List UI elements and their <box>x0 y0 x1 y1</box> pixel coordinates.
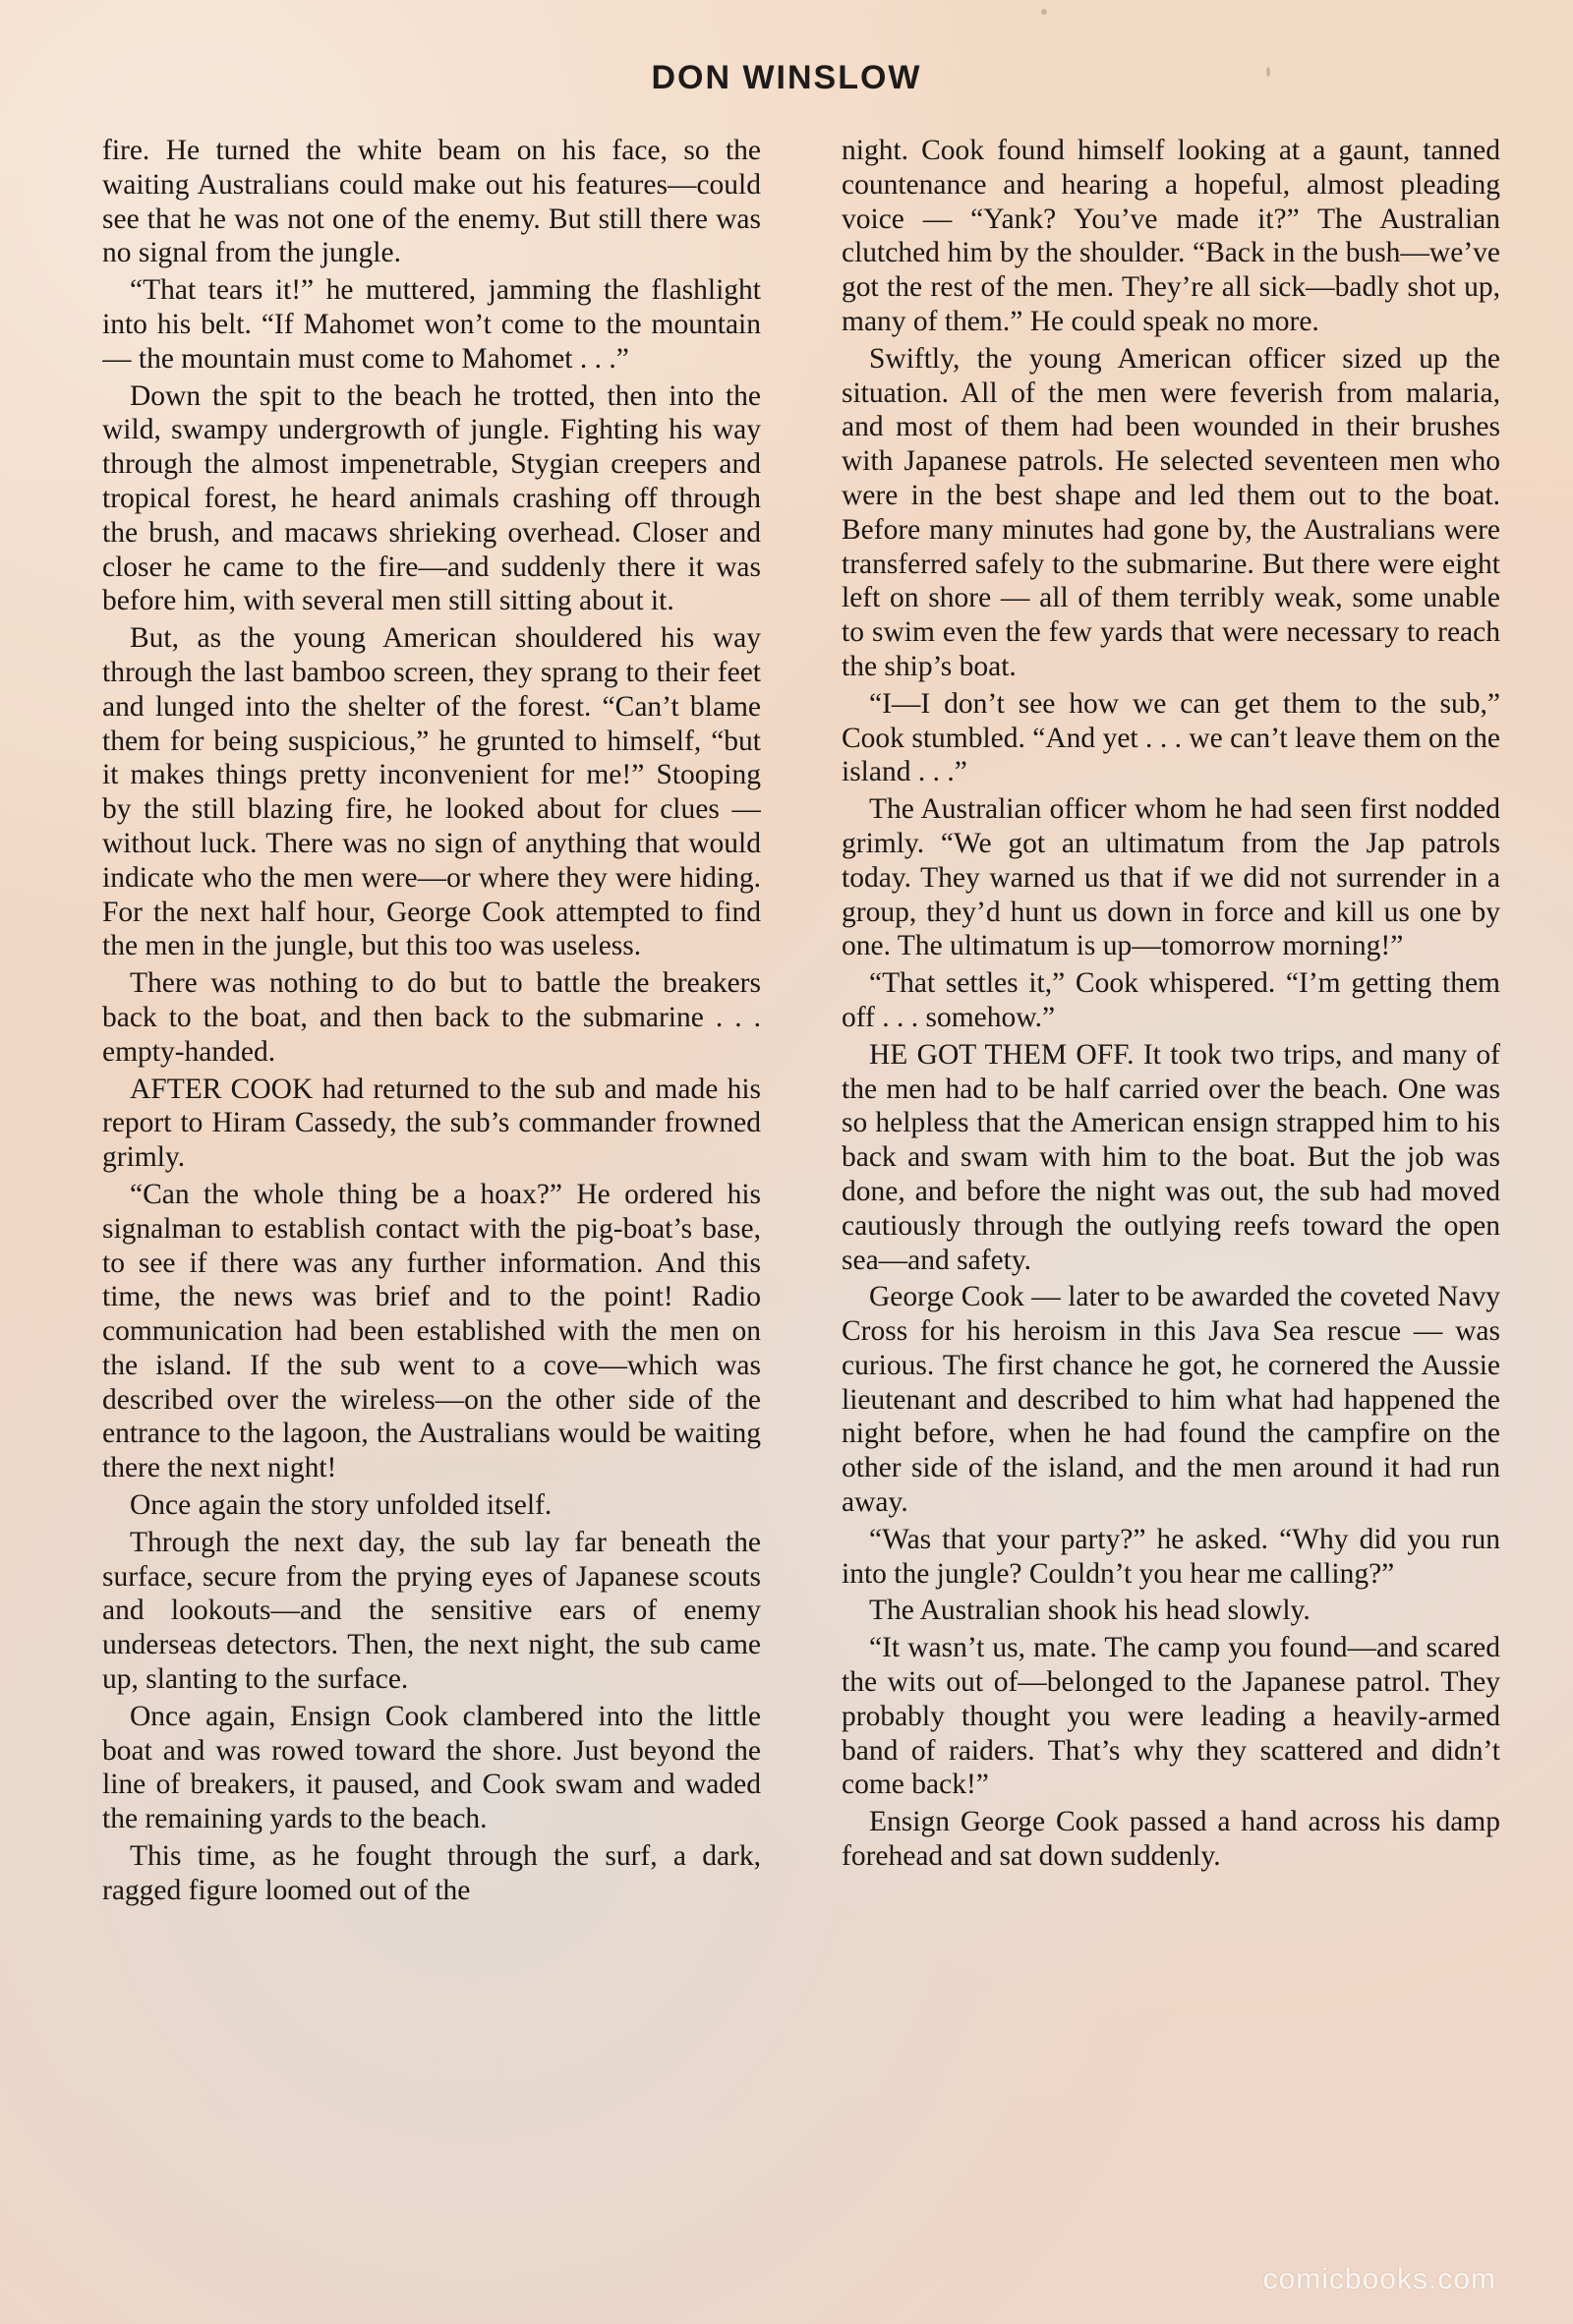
right-paragraph-7: George Cook — later to be awarded the coveted Navy Cross for his heroism in this Java Sea rescue — was curious. The first chance he got, he cornered the Aussie lieutenant and described to him what had happened the night before, when he had found the campfire on the other side of the island, and the men around it had run away. <box>842 1281 1500 1519</box>
right-text-column <box>842 134 1500 2247</box>
right-paragraph-2: Swiftly, the young American officer sized up the situation. All of the men were feverish from malaria, and most of them had been wounded in their brushes with Japanese patrols. He selected seventeen men who were in the best shape and led them out to the boat. Before many minutes had gone by, the Australians were transferred safely to the submarine. But there were eight left on shore — all of them terribly weak, some unable to swim even the few yards that were necessary to reach the ship’s boat. <box>842 342 1500 682</box>
right-paragraph-3: “I—I don’t see how we can get them to the sub,” Cook stumbled. “And yet . . . we can’t leave them on the island . . .” <box>842 687 1500 788</box>
left-paragraph-9: Through the next day, the sub lay far beneath the surface, secure from the prying eyes of Japanese scouts and lookouts—and the sensitive ears of enemy underseas detectors. Then, the next night, the sub came up, slanting to the surface. <box>102 1526 761 1696</box>
left-paragraph-6: AFTER COOK had returned to the sub and made his report to Hiram Cassedy, the sub’s commander frowned grimly. <box>102 1073 761 1174</box>
left-paragraph-3: Down the spit to the beach he trotted, then into the wild, swampy undergrowth of jungle. Fighting his way through the almost impenetrable, Stygian creepers and tropical forest, he heard animals crashing off through the brush, and macaws shrieking overhead. Closer and closer he came to the fire—and suddenly there it was before him, with several men still sitting about it. <box>102 379 761 617</box>
print-speck <box>1041 9 1047 15</box>
left-paragraph-1: fire. He turned the white beam on his face, so the waiting Australians could make out his features—could see that he was not one of the enemy. But still there was no signal from the jungle. <box>102 135 761 269</box>
right-paragraph-9: The Australian shook his head slowly. <box>869 1595 1311 1627</box>
left-paragraph-10: Once again, Ensign Cook clambered into the little boat and was rowed toward the shore. Just beyond the line of breakers, it paused, and Cook swam and waded the remaining yards to the beach. <box>102 1700 761 1835</box>
site-watermark: comicbooks.com <box>1262 2263 1496 2295</box>
right-paragraph-6: HE GOT THEM OFF. It took two trips, and many of the men had to be half carried over the beach. One was so helpless that the American ensign strapped him to his back and swam with him to the boat. But the job was done, and before the night was out, the sub had moved cautiously through the outlying reefs toward the open sea—and safety. <box>842 1038 1500 1276</box>
left-paragraph-2: “That tears it!” he muttered, jamming the flashlight into his belt. “If Mahomet won’t come to the mountain — the mountain must come to Mahomet . . .” <box>102 274 761 375</box>
right-paragraph-4: The Australian officer whom he had seen first nodded grimly. “We got an ultimatum from the Jap patrols today. They warned us that if we did not surrender in a group, they’d hunt us down in force and kill us one by one. The ultimatum is up—tomorrow morning!” <box>842 793 1500 962</box>
left-paragraph-4: But, as the young American shouldered his way through the last bamboo screen, they sprang to their feet and lunged into the shelter of the forest. “Can’t blame them for being suspicious,” he grunted to himself, “but it makes things pretty inconvenient for me!” Stooping by the still blazing fire, he looked about for clues — without luck. There was no sign of anything that would indicate who the men were—or where they were hiding. For the next half hour, George Cook attempted to find the men in the jungle, but this too was useless. <box>102 622 761 962</box>
running-head: DON WINSLOW <box>651 59 922 96</box>
left-paragraph-8: Once again the story unfolded itself. <box>130 1489 553 1522</box>
right-paragraph-8: “Was that your party?” he asked. “Why did you run into the jungle? Couldn’t you hear me calling?” <box>842 1523 1500 1590</box>
left-paragraph-5: There was nothing to do but to battle the breakers back to the boat, and then back to the submarine . . . empty-handed. <box>102 967 761 1068</box>
left-paragraph-11: This time, as he fought through the surf, a dark, ragged figure loomed out of the <box>102 1840 761 1906</box>
right-paragraph-10: “It wasn’t us, mate. The camp you found—and scared the wits out of—belonged to the Japanese patrol. They probably thought you were leading a heavily-armed band of raiders. That’s why they scattered and didn’t come back!” <box>842 1632 1500 1801</box>
left-text-column <box>102 134 761 2247</box>
right-paragraph-11: Ensign George Cook passed a hand across his damp forehead and sat down suddenly. <box>842 1806 1500 1873</box>
left-paragraph-7: “Can the whole thing be a hoax?” He ordered his signalman to establish contact with the pig-boat’s base, to see if there was any further information. And this time, the news was brief and to the point! Radio communication had been established with the men on the island. If the sub went to a cove—which was described over the wireless—on the other side of the entrance to the lagoon, the Australians would be waiting there the next night! <box>102 1178 761 1484</box>
right-paragraph-5: “That settles it,” Cook whispered. “I’m getting them off . . . somehow.” <box>842 967 1500 1033</box>
right-paragraph-1: night. Cook found himself looking at a gaunt, tanned countenance and hearing a hopeful, almost pleading voice — “Yank? You’ve made it?” The Australian clutched him by the shoulder. “Back in the bush—we’ve got the rest of the men. They’re all sick—badly shot up, many of them.” He could speak no more. <box>842 135 1500 337</box>
